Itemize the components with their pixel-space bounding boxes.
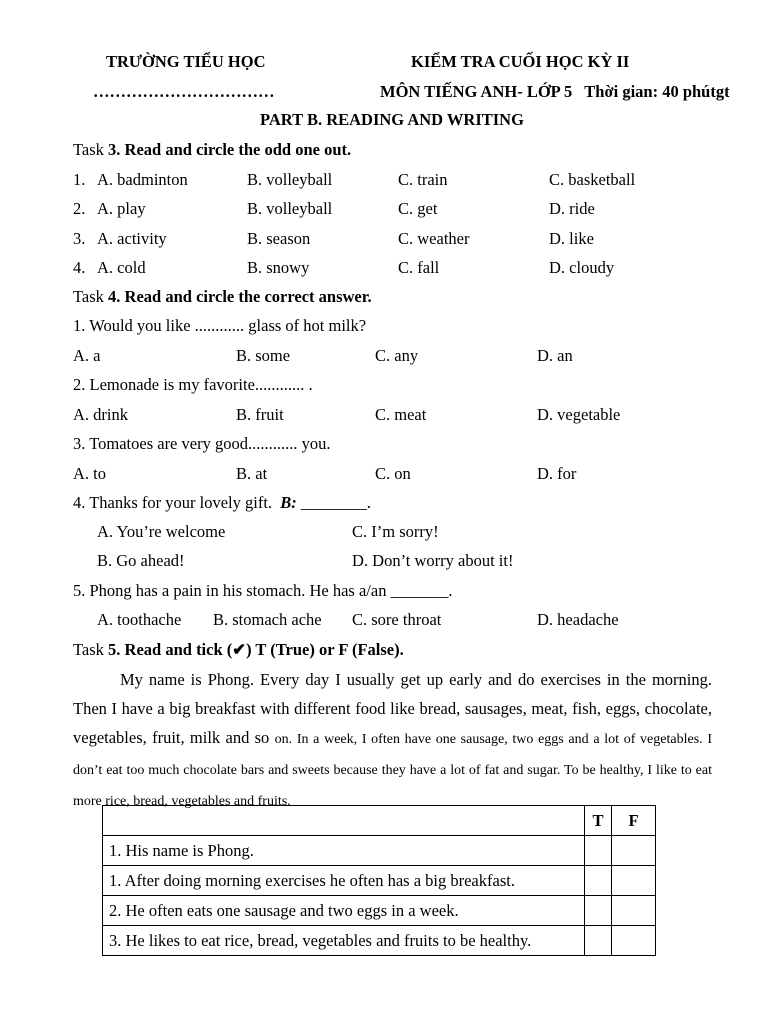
column-true: T [585,806,612,836]
task4-question-1: 1. Would you like ............ glass of hot milk? [73,316,367,335]
task4-q4-text: 4. Thanks for your lovely gift. [73,493,273,512]
true-false-table [102,805,656,956]
task4-q4-option-b[interactable]: B. Go ahead! [97,551,185,570]
subject-line [380,82,730,102]
task4-q5-option-d[interactable]: D. headache [537,610,619,629]
task4-q5-option-a[interactable]: A. toothache [97,610,182,629]
table-header-row [103,806,656,836]
tick-false-cell[interactable] [612,926,656,956]
task3-num: 3. [73,229,86,248]
statement: 3. He likes to eat rice, bread, vegetables and fruits to be healthy. [103,926,585,956]
task4-q2-option-d[interactable]: D. vegetable [537,405,621,424]
tick-false-cell[interactable] [612,836,656,866]
task3-option-d[interactable]: C. basketball [549,170,636,189]
task3-option-d[interactable]: D. like [549,229,594,248]
task4-q1-option-c[interactable]: C. any [375,346,419,365]
task4-q3-option-a[interactable]: A. to [73,464,106,483]
task4-question-5: 5. Phong has a pain in his stomach. He has a/an _______. [73,581,453,600]
task4-q4-blank: ________. [300,493,372,512]
passage-large: My name is Phong. Every day I usually get up early and do exercises in the morning. Then I have a big breakfast with different food like bread, sausages, meat, fish, eggs, chocolate, vegetables, fruit, milk and so [73,670,712,747]
task4-q4-option-c[interactable]: C. I’m sorry! [352,522,439,541]
exam-title: KIỂM TRA CUỐI HỌC KỲ II [411,52,630,71]
column-false: F [612,806,656,836]
task4-q1-option-b[interactable]: B. some [236,346,291,365]
task4-q4-b-label: B: [280,493,297,512]
reading-passage [73,665,712,816]
table-row [103,866,656,896]
task3-num: 1. [73,170,86,189]
task3-option-c[interactable]: C. fall [398,258,440,277]
task3-option-b[interactable]: B. volleyball [247,170,333,189]
task3-option-c[interactable]: C. get [398,199,438,218]
table-header-statement [103,806,585,836]
table-row [103,836,656,866]
table-row [103,896,656,926]
task3-option-a[interactable]: A. badminton [97,170,188,189]
task4-q4-option-a[interactable]: A. You’re welcome [97,522,226,541]
task3-option-d[interactable]: D. ride [549,199,595,218]
school-name: TRƯỜNG TIỂU HỌC [106,52,266,71]
task4-question-3: 3. Tomatoes are very good............ you. [73,434,331,453]
task3-option-a[interactable]: A. play [97,199,146,218]
task4-q3-option-d[interactable]: D. for [537,464,577,483]
task4-title: 4. Read and circle the correct answer. [108,287,372,306]
task4-question-2: 2. Lemonade is my favorite............ . [73,375,313,394]
task4-q1-option-d[interactable]: D. an [537,346,573,365]
statement: 1. His name is Phong. [103,836,585,866]
task3-option-b[interactable]: B. snowy [247,258,310,277]
tick-false-cell[interactable] [612,896,656,926]
task4-word: Task [73,287,104,306]
task4-q1-option-a[interactable]: A. a [73,346,101,365]
task3-heading [73,140,351,160]
tick-true-cell[interactable] [585,926,612,956]
task3-option-c[interactable]: C. weather [398,229,470,248]
task4-q3-option-b[interactable]: B. at [236,464,268,483]
task5-heading [73,640,404,660]
task4-q3-option-c[interactable]: C. on [375,464,411,483]
task4-q4-option-d[interactable]: D. Don’t worry about it! [352,551,514,570]
task3-option-c[interactable]: C. train [398,170,448,189]
statement: 2. He often eats one sausage and two eggs in a week. [103,896,585,926]
task5-title: 5. Read and tick (✔) T (True) or F (False). [108,640,404,659]
tick-false-cell[interactable] [612,866,656,896]
exam-time: Thời gian: 40 phútgt [584,82,730,101]
task3-option-b[interactable]: B. season [247,229,311,248]
task3-num: 4. [73,258,86,277]
task3-word: Task [73,140,104,159]
task4-q2-option-b[interactable]: B. fruit [236,405,284,424]
task4-q2-option-a[interactable]: A. drink [73,405,128,424]
task4-q5-option-c[interactable]: C. sore throat [352,610,442,629]
subject: MÔN TIẾNG ANH- LỚP 5 [380,82,573,101]
task4-q2-option-c[interactable]: C. meat [375,405,427,424]
passage-small: on. In a week, I often have one sausage, two eggs and a lot of vegetables. I don’t eat too much chocolate bars and sweets because they have a lot of fat and sugar. To be healthy, I like to eat more rice, bread, vegetables and fruits. [73,732,712,809]
task3-option-a[interactable]: A. cold [97,258,146,277]
tick-true-cell[interactable] [585,836,612,866]
task3-title: 3. Read and circle the odd one out. [108,140,352,159]
tick-true-cell[interactable] [585,896,612,926]
task4-q5-option-b[interactable]: B. stomach ache [213,610,322,629]
school-name-blank: …………………………… [93,82,275,101]
task5-word: Task [73,640,104,659]
task3-option-b[interactable]: B. volleyball [247,199,333,218]
tick-true-cell[interactable] [585,866,612,896]
task3-num: 2. [73,199,86,218]
part-title: PART B. READING AND WRITING [260,110,524,129]
task4-heading [73,287,372,307]
statement: 1. After doing morning exercises he often has a big breakfast. [103,866,585,896]
task3-option-d[interactable]: D. cloudy [549,258,615,277]
table-row [103,926,656,956]
task3-option-a[interactable]: A. activity [97,229,167,248]
task4-question-4 [73,493,371,513]
